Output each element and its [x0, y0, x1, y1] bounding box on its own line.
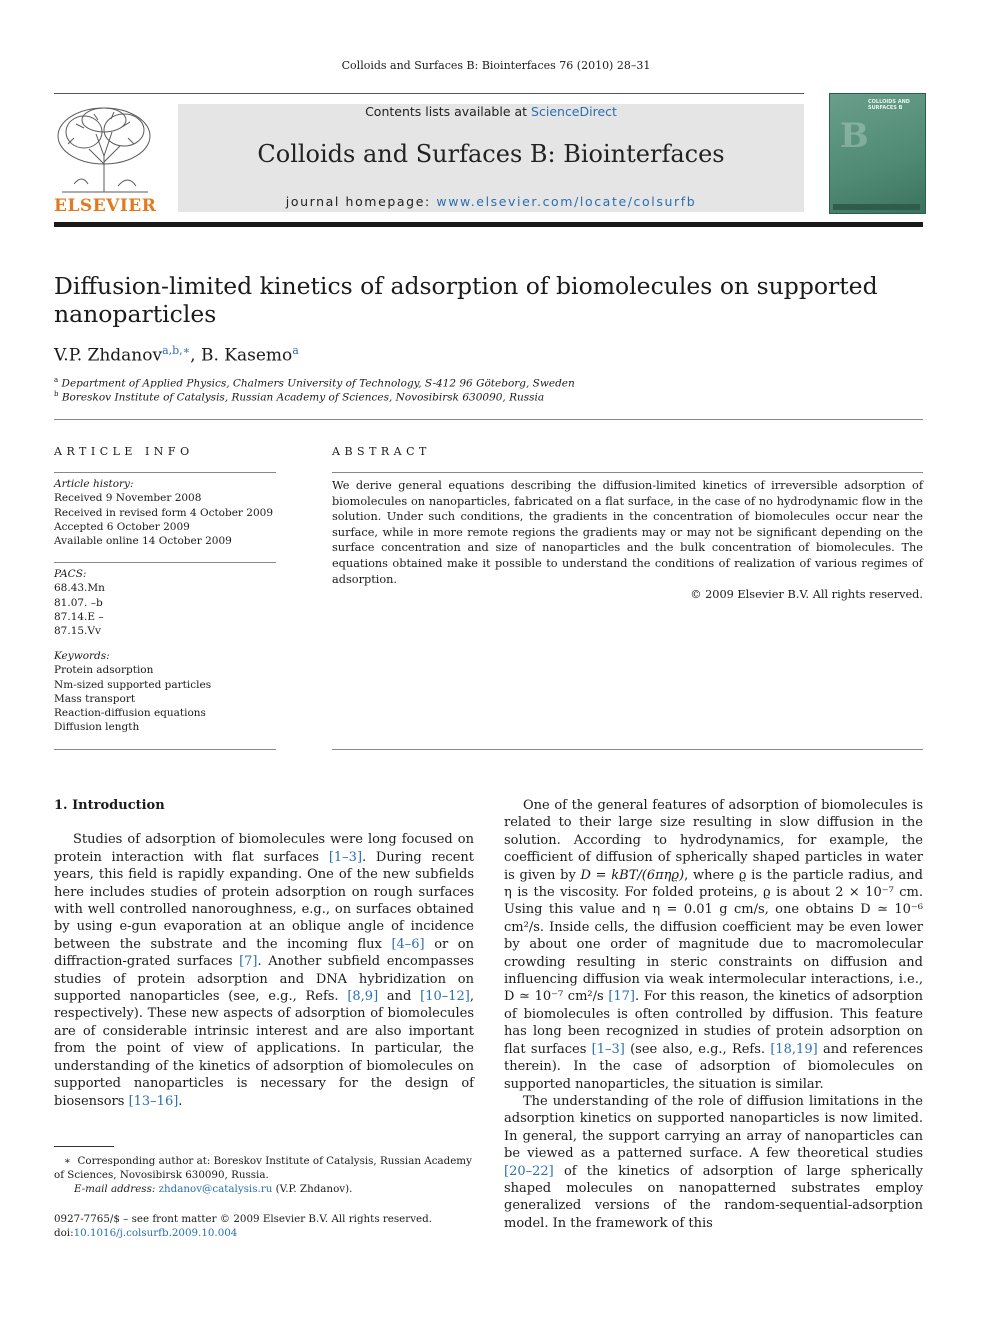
- front-matter: [54, 1212, 474, 1240]
- abstract-copyright: © 2009 Elsevier B.V. All rights reserved.: [690, 588, 923, 602]
- section-heading-introduction: 1. Introduction: [54, 798, 165, 813]
- footnote-email: [54, 1182, 474, 1196]
- email-label: E-mail address:: [74, 1183, 156, 1196]
- right-column: [504, 797, 923, 1232]
- cover-title: COLLOIDS AND SURFACES B: [868, 99, 910, 111]
- issn-line: 0927-7765/$ – see front matter © 2009 Elsevier B.V. All rights reserved.: [54, 1213, 432, 1225]
- running-head: Colloids and Surfaces B: Biointerfaces 76 (2010) 28–31: [341, 59, 651, 72]
- text-run: . For this reason, the kinetics of adsorption of biomolecules is often controlled by diffusion. This feature has long been recognized in studies of protein adsorption on flat surfaces: [504, 989, 923, 1057]
- affiliation-rule: [54, 419, 923, 420]
- history-item: Available online 14 October 2009: [54, 535, 232, 548]
- info-rule-2: [54, 562, 276, 563]
- citation-link[interactable]: [20–22]: [504, 1163, 554, 1179]
- article-info-heading: ARTICLE INFO: [54, 445, 194, 458]
- email-link[interactable]: zhdanov@catalysis.ru: [158, 1183, 273, 1196]
- left-column: [54, 797, 474, 1110]
- pacs-item: 68.43.Mn: [54, 582, 105, 595]
- author-zhdanov: V.P. Zhdanov: [54, 345, 163, 366]
- affiliation-b: [54, 390, 544, 404]
- homepage-line: [178, 194, 804, 209]
- keyword-item: Diffusion length: [54, 721, 140, 734]
- citation-link[interactable]: [4–6]: [391, 936, 425, 952]
- contents-line: [178, 104, 804, 119]
- tree-icon: [54, 104, 156, 196]
- affiliation-a: [54, 376, 575, 390]
- history-item: Accepted 6 October 2009: [54, 520, 190, 533]
- pacs-item: 87.14.E –: [54, 610, 104, 623]
- abstract-rule-top: [332, 472, 923, 473]
- pacs-item: 81.07. –b: [54, 596, 103, 609]
- history-item: Received 9 November 2008: [54, 492, 202, 505]
- journal-banner: [178, 104, 804, 212]
- elsevier-logo[interactable]: [54, 104, 156, 216]
- email-suffix: (V.P. Zhdanov).: [272, 1183, 353, 1196]
- pacs-block: [54, 567, 276, 638]
- citation-link[interactable]: [1–3]: [591, 1041, 625, 1057]
- citation-link[interactable]: [7]: [239, 954, 258, 970]
- history-label: Article history:: [54, 478, 134, 490]
- article-title: Diffusion-limited kinetics of adsorption of biomolecules on supported nanoparticles: [54, 272, 878, 328]
- cover-letter-icon: B: [840, 116, 869, 156]
- keyword-item: Mass transport: [54, 692, 136, 705]
- citation-link[interactable]: [17]: [608, 989, 635, 1005]
- author-kasemo-affil[interactable]: a: [292, 344, 299, 357]
- footnote-corresponding-text: [54, 1154, 474, 1182]
- sciencedirect-link[interactable]: ScienceDirect: [531, 104, 617, 119]
- abstract-text: We derive general equations describing the diffusion-limited kinetics of irreversible adsorption of biomolecules on nanoparticles, fabricated on a flat surface, in the case of no hydrodynamic flow in the solution. Under such conditions, the gradients in the concentration of biomolecules occur near the surface, while in more remote regions the gradients may or may not be significant depending on the surface concentration and size of nanoparticles and the bulk concentration of biomolecules. The equations obtained make it possible to understand the conditions of realization of various regimes of adsorption.: [332, 479, 923, 586]
- text-run: of the kinetics of adsorption of large spherically shaped molecules on nanopatterned substrates employ generalized versions of the random-sequential-adsorption model. In the framework of this: [504, 1163, 923, 1231]
- text-run: The understanding of the role of diffusion limitations in the adsorption kinetics on supported nanoparticles is now limited. In general, the support carrying an array of nanoparticles can be viewed as a patterned surface. A few theoretical studies: [504, 1093, 923, 1162]
- contents-prefix: Contents lists available at: [365, 104, 532, 119]
- abstract-body: [332, 478, 923, 603]
- keywords-block: [54, 649, 276, 735]
- text-run: and references therein). In the case of adsorption of biomolecules on supported nanoparticles, the situation is similar.: [504, 1041, 923, 1092]
- author-separator: , B. Kasemo: [190, 345, 293, 366]
- keyword-item: Nm-sized supported particles: [54, 678, 212, 691]
- citation-link[interactable]: [13–16]: [128, 1093, 179, 1109]
- author-list: [54, 344, 299, 366]
- intro-paragraph-3: [504, 1093, 923, 1232]
- history-item: Received in revised form 4 October 2009: [54, 506, 274, 519]
- journal-cover[interactable]: [829, 93, 926, 214]
- homepage-link[interactable]: www.elsevier.com/locate/colsurfb: [436, 194, 697, 209]
- text-run: Studies of adsorption of biomolecules were long focused on protein interaction with flat surfaces: [54, 832, 474, 865]
- info-rule-3: [54, 749, 276, 750]
- citation-link[interactable]: [10–12]: [420, 989, 470, 1005]
- affiliation-b-marker: b: [54, 390, 59, 398]
- cover-bar: [833, 204, 920, 210]
- author-zhdanov-affil[interactable]: a,b,∗: [162, 344, 191, 357]
- journal-title: Colloids and Surfaces B: Biointerfaces: [257, 140, 725, 168]
- intro-paragraph-2: [504, 797, 923, 1093]
- doi-prefix: doi:: [54, 1227, 74, 1240]
- text-run: .: [178, 1093, 183, 1109]
- text-run: (see also, e.g., Refs.: [624, 1041, 771, 1057]
- doi-link[interactable]: 10.1016/j.colsurfb.2009.10.004: [73, 1227, 238, 1240]
- citation-link[interactable]: [8,9]: [347, 989, 379, 1005]
- info-rule-1: [54, 472, 276, 473]
- affiliation-b-text: Boreskov Institute of Catalysis, Russian Academy of Sciences, Novosibirsk 630090, Russia: [61, 391, 545, 404]
- text-run: . During recent years, this field is rapidly expanding. One of the new subfields here includes studies of protein adsorption on rough surfaces with well controlled nanoroughness, e.g., on surfaces obtained by using e-gun evaporation at an oblique angle of incidence between the substrate and the incoming flux: [54, 849, 474, 952]
- doi-line: [54, 1226, 474, 1240]
- keywords-label: Keywords:: [54, 650, 110, 662]
- affiliation-a-marker: a: [54, 376, 59, 384]
- keyword-item: Protein adsorption: [54, 664, 154, 677]
- affiliation-a-text: Department of Applied Physics, Chalmers University of Technology, S-412 96 Göteborg, Sweden: [61, 377, 575, 390]
- header-thick-rule: [54, 222, 923, 227]
- homepage-prefix: journal homepage:: [285, 194, 437, 209]
- keyword-item: Reaction-diffusion equations: [54, 707, 206, 720]
- header-rule: [54, 93, 804, 94]
- footnote-text: Corresponding author at: Boreskov Institute of Catalysis, Russian Academy of Sciences, Novosibirsk 630090, Russia.: [54, 1155, 472, 1182]
- abstract-rule-bottom: [332, 749, 923, 750]
- publisher-name: ELSEVIER: [54, 196, 157, 216]
- pacs-item: 87.15.Vv: [54, 625, 101, 638]
- footnote-star: ∗: [64, 1155, 71, 1167]
- citation-link[interactable]: [1–3]: [328, 849, 363, 865]
- text-run: One of the general features of adsorption of biomolecules is related to their large size resulting in slow diffusion in the solution. According to hydrodynamics, for example, the coefficient of diffusion of spherically shaped particles in water is given by: [504, 798, 923, 883]
- equation-diffusion: D = kBT/(6πηϱ): [580, 867, 685, 883]
- citation-link[interactable]: [18,19]: [770, 1041, 818, 1057]
- text-run: and: [378, 989, 421, 1005]
- intro-paragraph-1: [54, 831, 474, 1110]
- article-history: [54, 477, 276, 548]
- abstract-heading: ABSTRACT: [332, 445, 431, 458]
- text-run: or on diffraction-grated surfaces: [54, 936, 474, 970]
- text-run: . Another subfield encompasses studies of protein adsorption and DNA hybridization on supported nanoparticles (see, e.g., Refs.: [54, 954, 474, 1005]
- footnote-rule: [54, 1146, 114, 1147]
- footnote-corresponding: [54, 1154, 474, 1197]
- text-run: , where ϱ is the particle radius, and η is the viscosity. For folded proteins, ϱ is about 2 × 10⁻⁷ cm. Using this value and η = 0.01 g cm/s, one obtains D ≃ 10⁻⁶ cm²/s. Inside cells, the diffusion coefficient may be even lower by about one order of magnitude due to macromolecular crowding resulting in steric constraints on diffusion and influencing diffusion via weak intermolecular interactions, i.e., D ≃ 10⁻⁷ cm²/s: [504, 867, 923, 1005]
- pacs-label: PACS:: [54, 568, 87, 580]
- text-run: , respectively). These new aspects of adsorption of biomolecules are of considerable intrinsic interest and are also important from the point of view of applications. In particular, the understanding of the kinetics of adsorption of biomolecules on supported nanoparticles is necessary for the design of biosensors: [54, 989, 474, 1109]
